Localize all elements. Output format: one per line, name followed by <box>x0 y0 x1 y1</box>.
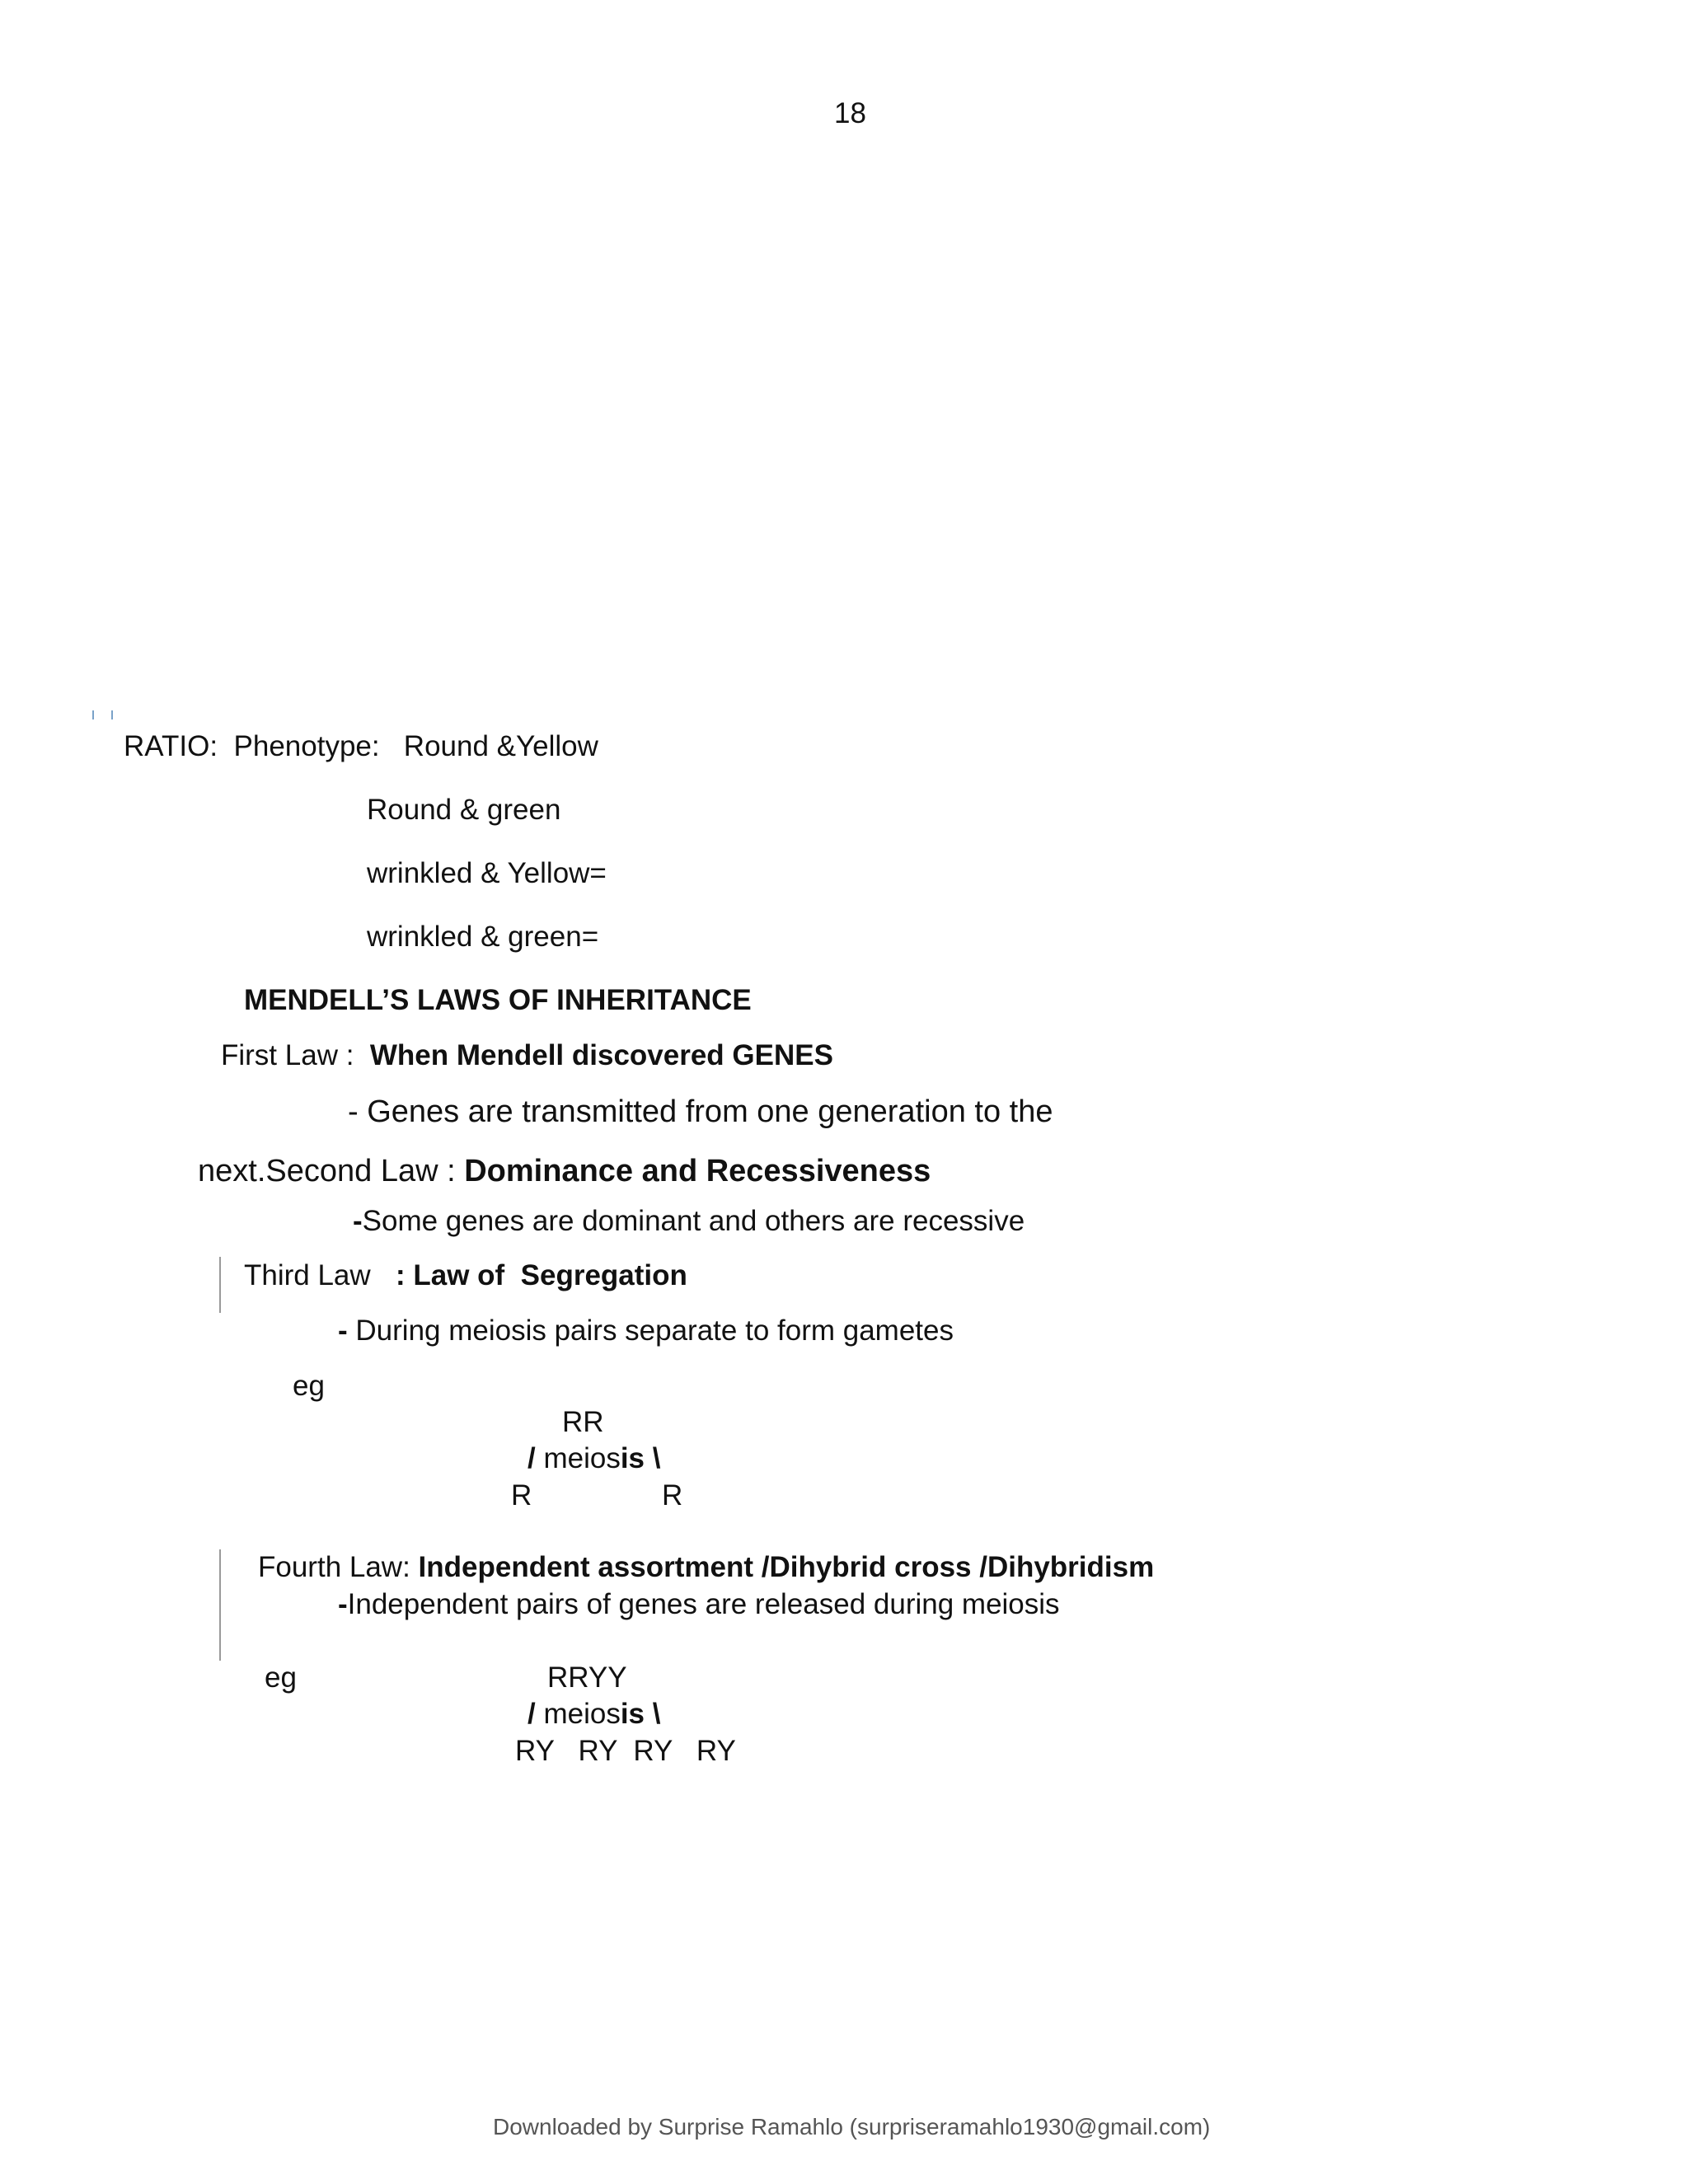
third-law-title: : Law of Segregation <box>396 1259 687 1291</box>
fourth-law-gametes: RY RY RY RY <box>515 1735 736 1767</box>
ratio-item: wrinkled & green= <box>367 921 599 953</box>
third-law-eg: eg <box>293 1370 325 1402</box>
ratio-label: RATIO: Phenotype: Round &Yellow <box>124 730 598 762</box>
first-law-desc: - Genes are transmitted from one generation to the <box>348 1094 1053 1129</box>
fourth-law-meiosis: / meiosis \ <box>528 1698 661 1730</box>
third-law-gamete: R <box>511 1479 532 1511</box>
ratio-item: Round & green <box>367 794 561 826</box>
ratio-item: wrinkled & Yellow= <box>367 857 607 889</box>
third-law-gamete: R <box>662 1479 683 1511</box>
third-law-parent: RR <box>562 1406 604 1438</box>
third-law: Third Law <box>244 1259 371 1291</box>
change-bar <box>219 1257 221 1313</box>
download-footer: Downloaded by Surprise Ramahlo (surpriseramahlo1930@gmail.com) <box>493 2114 1211 2139</box>
margin-mark <box>111 710 113 719</box>
second-law: next.Second Law : Dominance and Recessiveness <box>198 1154 931 1188</box>
change-bar <box>219 1549 221 1661</box>
fourth-law-parent: RRYY <box>547 1661 627 1694</box>
third-law-desc: - During meiosis pairs separate to form gametes <box>338 1315 954 1347</box>
page-number: 18 <box>834 97 866 129</box>
third-law-meiosis: / meiosis \ <box>528 1442 661 1474</box>
section-heading: MENDELL’S LAWS OF INHERITANCE <box>244 984 752 1016</box>
second-law-desc: -Some genes are dominant and others are recessive <box>353 1205 1025 1237</box>
fourth-law: Fourth Law: Independent assortment /Dihybrid cross /Dihybridism <box>258 1551 1155 1583</box>
fourth-law-eg: eg <box>265 1661 297 1694</box>
margin-mark <box>92 710 94 719</box>
fourth-law-desc: -Independent pairs of genes are released during meiosis <box>338 1588 1060 1620</box>
first-law: First Law : When Mendell discovered GENES <box>221 1039 833 1071</box>
